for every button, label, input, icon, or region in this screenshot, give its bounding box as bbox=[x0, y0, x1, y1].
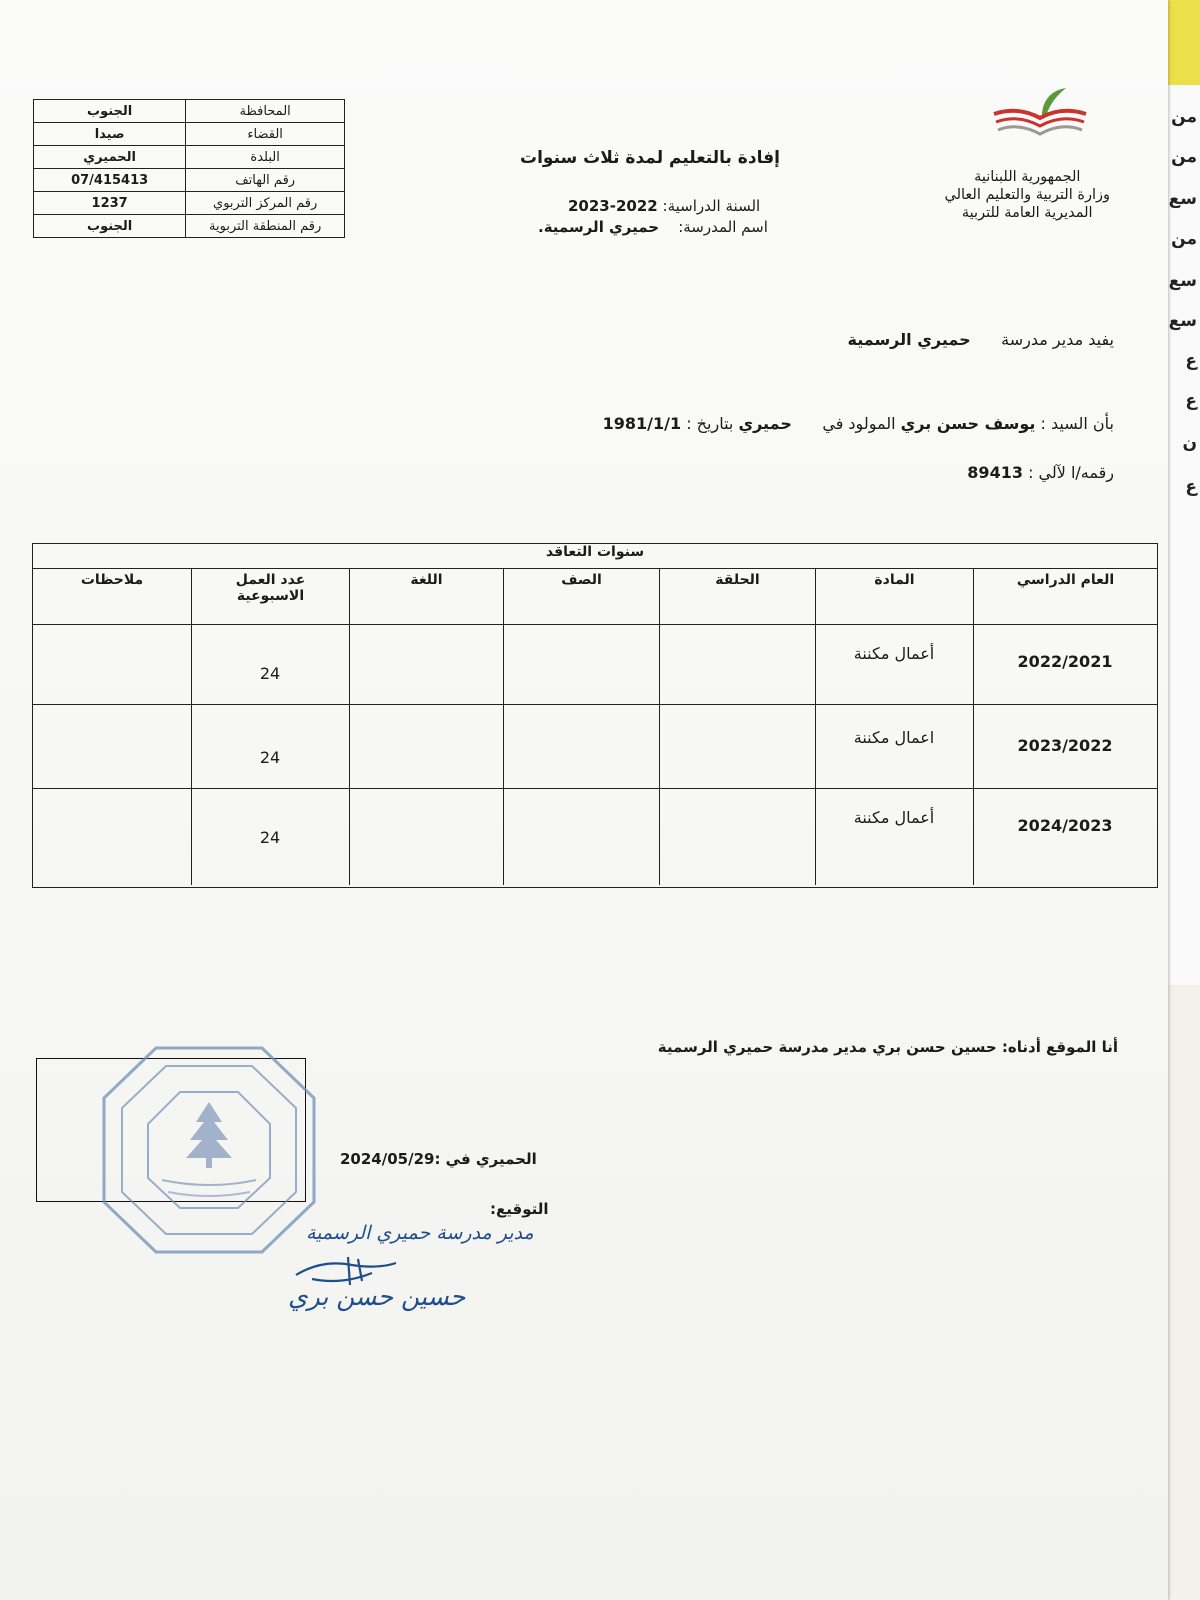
ministry-header bbox=[945, 168, 1110, 222]
row-year: 2024/2023 bbox=[1017, 816, 1113, 835]
info-table bbox=[33, 99, 345, 238]
row-divider bbox=[33, 788, 1157, 789]
info-value: الحميري bbox=[34, 146, 186, 169]
ministry-logo-icon bbox=[990, 86, 1090, 142]
header-language: اللغة bbox=[349, 568, 503, 624]
header-notes: ملاحظات bbox=[80, 572, 144, 588]
body-line-2 bbox=[603, 414, 1114, 433]
birth-place: حميري bbox=[738, 414, 792, 433]
row-subject: أعمال مكننة bbox=[853, 644, 935, 663]
body-line-1 bbox=[847, 330, 1114, 349]
info-row bbox=[34, 123, 345, 146]
col-divider bbox=[659, 624, 660, 885]
header-school-year: العام الدراسي bbox=[973, 568, 1157, 624]
born-label: المولود في bbox=[822, 414, 896, 433]
line1-school: حميري الرسمية bbox=[847, 330, 971, 349]
school-year bbox=[568, 197, 760, 215]
info-label: المحافظة bbox=[186, 100, 345, 123]
year-label: السنة الدراسية: bbox=[662, 197, 761, 215]
line1-prefix: يفيد مدير مدرسة bbox=[1001, 330, 1114, 349]
row-divider bbox=[33, 704, 1157, 705]
bg-letter: ع bbox=[1185, 351, 1197, 371]
body-line-3 bbox=[967, 463, 1114, 482]
info-label: البلدة bbox=[186, 146, 345, 169]
info-value: الجنوب bbox=[34, 215, 186, 238]
handwritten-title: مدير مدرسة حميري الرسمية bbox=[306, 1222, 534, 1244]
row-year: 2023/2022 bbox=[1017, 736, 1113, 755]
contract-years-table bbox=[32, 543, 1158, 888]
directorate-name: المديرية العامة للتربية bbox=[961, 205, 1093, 221]
table-title: سنوات التعاقد bbox=[33, 544, 1157, 569]
col-divider bbox=[349, 624, 350, 885]
info-value: صيدا bbox=[34, 123, 186, 146]
header-cycle: الحلقة bbox=[659, 568, 815, 624]
info-row bbox=[34, 215, 345, 238]
republic-name: الجمهورية اللبنانية bbox=[974, 169, 1081, 185]
bg-letter: سع bbox=[1168, 271, 1197, 291]
ministry-name: وزارة التربية والتعليم العالي bbox=[944, 187, 1110, 203]
year-value: 2022-2023 bbox=[568, 197, 658, 215]
row-hours: 24 bbox=[259, 828, 281, 847]
info-row bbox=[34, 169, 345, 192]
info-value: 07/415413 bbox=[34, 169, 186, 192]
id-label: رقمه/ا لآلي : bbox=[1028, 463, 1114, 482]
bg-letter: من bbox=[1171, 229, 1197, 249]
handwritten-name: حسين حسن بري bbox=[288, 1282, 466, 1311]
birth-date: 1981/1/1 bbox=[602, 414, 682, 433]
info-label: القضاء bbox=[186, 123, 345, 146]
person-name: يوسف حسن بري bbox=[900, 414, 1036, 433]
info-row bbox=[34, 146, 345, 169]
row-divider bbox=[33, 624, 1157, 625]
bg-letter: سع bbox=[1168, 311, 1197, 331]
place-date: الحميري في :2024/05/29 bbox=[340, 1150, 537, 1168]
row-subject: أعمال مكننة bbox=[853, 808, 935, 827]
page-title: إفادة بالتعليم لمدة ثلاث سنوات bbox=[520, 148, 780, 168]
bg-letter: ع bbox=[1185, 477, 1197, 497]
line2-prefix: بأن السيد : bbox=[1040, 414, 1114, 433]
row-year: 2022/2021 bbox=[1017, 652, 1113, 671]
header-class: الصف bbox=[503, 568, 659, 624]
official-stamp-icon bbox=[96, 1040, 322, 1260]
info-value: الجنوب bbox=[34, 100, 186, 123]
signature-label: التوقيع: bbox=[490, 1200, 549, 1218]
school-label: اسم المدرسة: bbox=[678, 218, 768, 236]
signer-statement: أنا الموقع أدناه: حسين حسن بري مدير مدرسة حميري الرسمية bbox=[657, 1038, 1118, 1056]
col-divider bbox=[815, 624, 816, 885]
info-row bbox=[34, 192, 345, 215]
info-label: رقم الهاتف bbox=[186, 169, 345, 192]
school-name-line bbox=[538, 218, 768, 236]
id-value: 89413 bbox=[967, 463, 1023, 482]
row-subject: اعمال مكننة bbox=[853, 728, 935, 747]
row-hours: 24 bbox=[259, 748, 281, 767]
bg-letter: ن bbox=[1182, 433, 1197, 453]
col-divider bbox=[503, 624, 504, 885]
info-row bbox=[34, 100, 345, 123]
date-label: بتاريخ : bbox=[686, 414, 734, 433]
info-value: 1237 bbox=[34, 192, 186, 215]
info-label: رقم المركز التربوي bbox=[186, 192, 345, 215]
header-subject: المادة bbox=[815, 568, 973, 624]
row-hours: 24 bbox=[259, 664, 281, 683]
info-label: رقم المنطقة التربوية bbox=[186, 215, 345, 238]
bg-letter: من bbox=[1171, 107, 1197, 127]
school-value: حميري الرسمية. bbox=[538, 218, 660, 236]
bg-letter: من bbox=[1171, 147, 1197, 167]
bg-letter: ع bbox=[1185, 391, 1197, 411]
header-weekly-hours: عدد العمل الاسبوعية bbox=[191, 568, 349, 624]
bg-letter: سع bbox=[1168, 189, 1197, 209]
